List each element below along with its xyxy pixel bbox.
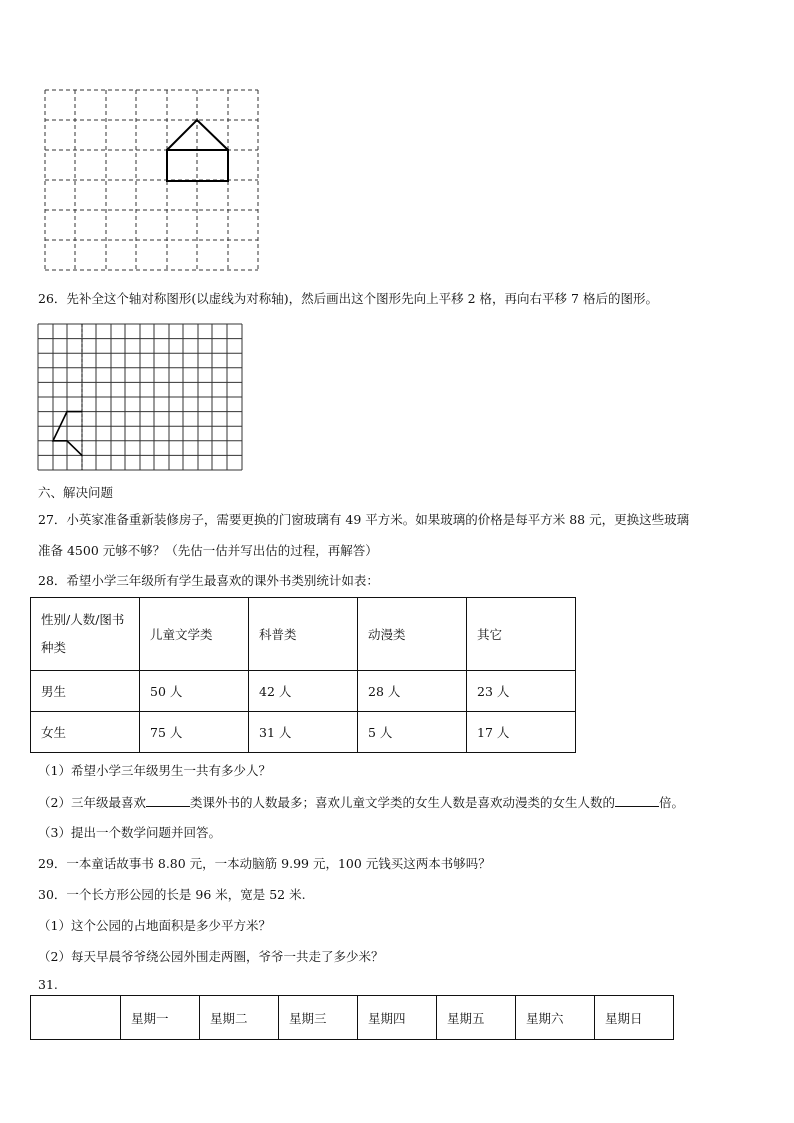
question-30-sub1: （1）这个公园的占地面积是多少平方米？ xyxy=(38,918,271,933)
question-28-sub3: （3）提出一个数学问题并回答。 xyxy=(38,825,221,840)
house-shape xyxy=(167,120,228,181)
weekday-cell: 星期一 xyxy=(121,996,200,1040)
sub2-part-a: （2）三年级最喜欢 xyxy=(38,795,146,810)
table-cell: 23 人 xyxy=(467,671,576,712)
header-line-1: 性别/人数/图书 xyxy=(41,612,125,627)
weekday-cell: 星期二 xyxy=(200,996,279,1040)
header-line-2: 种类 xyxy=(41,640,67,655)
column-header: 科普类 xyxy=(249,598,358,671)
weekday-cell: 星期日 xyxy=(595,996,674,1040)
question-27-line1: 27．小英家准备重新装修房子，需要更换的门窗玻璃有 49 平方米。如果玻璃的价格是每平方米 88 元，更换这些玻璃 xyxy=(38,512,690,527)
question-28-sub2 xyxy=(38,794,684,811)
table-cell: 31 人 xyxy=(249,712,358,753)
table-row xyxy=(31,671,576,712)
book-category-table xyxy=(30,597,576,753)
dashed-grid-figure xyxy=(0,0,794,300)
column-header: 儿童文学类 xyxy=(140,598,249,671)
row-label: 男生 xyxy=(31,671,140,712)
column-header: 其它 xyxy=(467,598,576,671)
weekday-table xyxy=(30,995,674,1040)
question-30-sub2: （2）每天早晨爷爷绕公园外围走两圈，爷爷一共走了多少米？ xyxy=(38,949,384,964)
table-cell: 5 人 xyxy=(358,712,467,753)
question-26: 26．先补全这个轴对称图形(以虚线为对称轴)，然后画出这个图形先向上平移 2 格，再向右平移 7 格后的图形。 xyxy=(38,291,658,306)
solid-grid xyxy=(38,324,242,470)
table-cell-empty xyxy=(31,996,121,1040)
weekday-cell: 星期四 xyxy=(358,996,437,1040)
weekday-cell: 星期五 xyxy=(437,996,516,1040)
table-cell: 50 人 xyxy=(140,671,249,712)
sub2-part-b: 类课外书的人数最多；喜欢儿童文学类的女生人数是喜欢动漫类的女生人数的 xyxy=(189,795,615,810)
weekday-cell: 星期六 xyxy=(516,996,595,1040)
question-28-intro: 28．希望小学三年级所有学生最喜欢的课外书类别统计如表： xyxy=(38,573,379,588)
question-30: 30．一个长方形公园的长是 96 米，宽是 52 米. xyxy=(38,887,306,902)
table-cell: 75 人 xyxy=(140,712,249,753)
row-label: 女生 xyxy=(31,712,140,753)
section-title: 六、解决问题 xyxy=(38,485,114,500)
table-row xyxy=(31,996,674,1040)
answer-blank-2[interactable] xyxy=(615,794,659,807)
question-31-number: 31. xyxy=(38,977,58,992)
symmetry-grid-figure xyxy=(0,320,794,520)
question-27-line2: 准备 4500 元够不够？（先估一估并写出估的过程，再解答） xyxy=(38,543,378,558)
sub2-part-c: 倍。 xyxy=(658,795,684,810)
answer-blank-1[interactable] xyxy=(146,794,190,807)
weekday-cell: 星期三 xyxy=(279,996,358,1040)
table-row xyxy=(31,712,576,753)
table-cell: 42 人 xyxy=(249,671,358,712)
column-header: 动漫类 xyxy=(358,598,467,671)
question-28-sub1: （1）希望小学三年级男生一共有多少人？ xyxy=(38,763,271,778)
table-cell: 28 人 xyxy=(358,671,467,712)
question-29: 29．一本童话故事书 8.80 元，一本动脑筋 9.99 元，100 元钱买这两本书够吗？ xyxy=(38,856,491,871)
table-header-row xyxy=(31,598,576,671)
table-cell: 17 人 xyxy=(467,712,576,753)
table-corner-header xyxy=(31,598,140,671)
